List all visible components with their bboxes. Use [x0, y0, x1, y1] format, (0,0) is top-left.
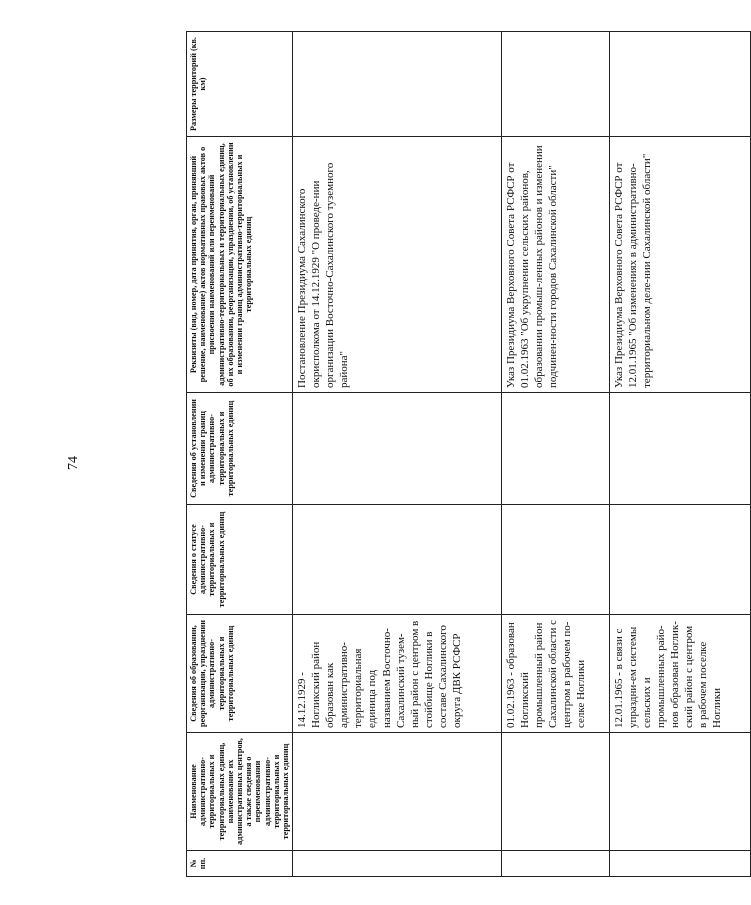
header-formation: Сведения об образовании, реорганизации, упразднении административно-территориальных и территориальных единиц — [187, 615, 293, 733]
cell-name — [502, 733, 610, 851]
page-number: 74 — [66, 456, 81, 470]
cell-name — [609, 733, 750, 851]
cell-status — [293, 505, 502, 615]
table-row — [293, 32, 502, 877]
cell-bounds — [293, 393, 502, 505]
table-row — [609, 32, 750, 877]
cell-act: Постановление Президиума Сахалинского окрисполкома от 14.12.1929 "О проведе-нии организации Восточно-Сахалинского туземного района" — [293, 137, 502, 393]
header-name: Наименование административно-территориальных и территориальных единиц, наименование их административных центров, а также сведения о переименовании административно-территориальных и территориальных единиц — [187, 733, 293, 851]
cell-bounds — [502, 393, 610, 505]
cell-area — [293, 32, 502, 137]
cell-number — [502, 851, 610, 877]
header-number: № пп. — [187, 851, 293, 877]
cell-name — [293, 733, 502, 851]
cell-act: Указ Президиума Верховного Совета РСФСР от 01.02.1963 "Об укрупнении сельских районов, образовании промыш-ленных районов и изменении подчинен-ности городов Сахалинской области" — [502, 137, 610, 393]
header-status: Сведения о статусе административно-территориальных и территориальных единиц — [187, 505, 293, 615]
cell-area — [502, 32, 610, 137]
cell-bounds — [609, 393, 750, 505]
cell-number — [609, 851, 750, 877]
rotated-table-sheet — [186, 32, 751, 877]
header-act: Реквизиты (вид, номер, дата принятия, орган, принявший решение, наименование) актов нормативных правовых актов о присвоении наименований или переименований административно-территориальных и территориальных единиц, об их образовании, реорганизации, упразднении, об установлении и изменении границ административно-территориальных и территориальных единиц — [187, 137, 293, 393]
cell-formation: 01.02.1963 - образован Ногликский промышленный район Сахалинской области с центром в рабочем по-селке Ноглики — [502, 615, 610, 733]
cell-act: Указ Президиума Верховного Совета РСФСР от 12.01.1965 "Об изменениях в административно-территориальном деле-нии Сахалинской области" — [609, 137, 750, 393]
cell-status — [609, 505, 750, 615]
table-row — [502, 32, 610, 877]
registry-table — [186, 31, 751, 877]
cell-formation: 14.12.1929 - Ногликский район образован как административно-территориальная единица под названием Восточно-Сахалинский тузем-ный район с центром в стойбище Ноглики в составе Сахалинского округа ДВК РСФСР — [293, 615, 502, 733]
cell-formation: 12.01.1965 - в связи с упраздни-ем системы сельских и промышленных райо-нов образован Ноглик-ский район с центром в рабочем поселке Ноглики — [609, 615, 750, 733]
cell-number — [293, 851, 502, 877]
cell-area — [609, 32, 750, 137]
table-header-row — [187, 32, 293, 877]
header-bounds: Сведения об установлении и изменении границ административно-территориальных и территориальных единиц — [187, 393, 293, 505]
cell-status — [502, 505, 610, 615]
header-area: Размеры территорий (кв. км) — [187, 32, 293, 137]
